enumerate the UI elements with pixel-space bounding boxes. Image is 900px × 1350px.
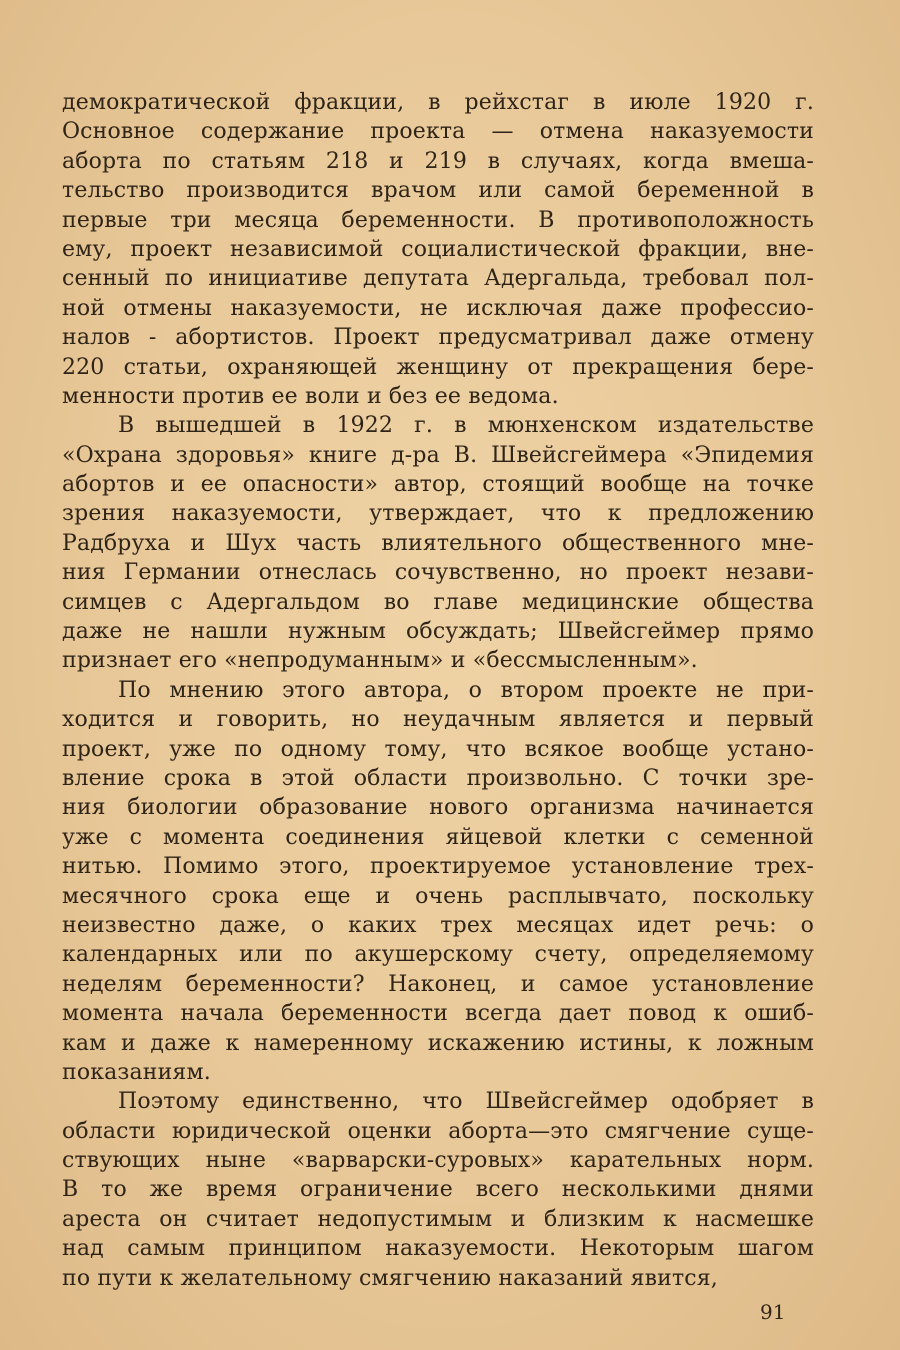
text-line: абортов и ее опасности» автор, стоящий вообще на точке xyxy=(62,472,814,498)
text-line: уже с момента соединения яйцевой клетки с семенной xyxy=(62,824,814,850)
text-line: 220 статьи, охраняющей женщину от прекращения бере- xyxy=(62,354,814,380)
text-line: тельство производится врачом или самой беременной в xyxy=(62,178,814,204)
paragraph xyxy=(62,411,814,676)
text-line: зрения наказуемости, утверждает, что к предложению xyxy=(62,501,814,527)
text-line: над самым принципом наказуемости. Некоторым шагом xyxy=(62,1236,814,1262)
text-line: менности против ее воли и без ее ведома. xyxy=(62,383,559,409)
text-line: Радбруха и Шух часть влиятельного общественного мне- xyxy=(62,530,814,556)
text-line: аборта по статьям 218 и 219 в случаях, когда вмеша- xyxy=(62,148,814,174)
text-line: сенный по инициативе депутата Адергальда, требовал пол- xyxy=(62,266,814,292)
text-line: ареста он считает недопустимым и близким к насмешке xyxy=(62,1206,814,1232)
paragraph xyxy=(62,676,814,1087)
text-line: показаниям. xyxy=(62,1059,211,1085)
text-line: ния Германии отнеслась сочувственно, но проект незави- xyxy=(62,560,814,586)
text-line: неделям беременности? Наконец, и самое установление xyxy=(62,971,814,997)
text-line: момента начала беременности всегда дает повод к ошиб- xyxy=(62,1001,814,1027)
text-line: проект, уже по одному тому, что всякое вообще устано- xyxy=(62,736,814,762)
text-line: календарных или по акушерскому счету, определяемому xyxy=(62,942,814,968)
text-line: неизвестно даже, о каких трех месяцах идет речь: о xyxy=(62,912,814,938)
text-line: кам и даже к намеренному искажению истины, к ложным xyxy=(62,1030,814,1056)
text-line: В то же время ограничение всего несколькими днями xyxy=(62,1177,814,1203)
text-line: демократической фракции, в рейхстаг в июле 1920 г. xyxy=(62,90,814,115)
text-line: первые три месяца беременности. В противоположность xyxy=(62,207,814,233)
page-number: 91 xyxy=(760,1300,786,1324)
text-line: Основное содержание проекта — отмена наказуемости xyxy=(62,119,814,145)
text-line: симцев с Адергальдом во главе медицинские общества xyxy=(62,589,814,615)
book-page-text xyxy=(62,88,814,1293)
text-line: ствующих ныне «варварски-суровых» карательных норм. xyxy=(62,1148,814,1174)
text-line: вление срока в этой области произвольно. С точки зре- xyxy=(62,765,814,791)
text-line: По мнению этого автора, о втором проекте не при- xyxy=(118,677,814,703)
text-line: ему, проект независимой социалистической фракции, вне- xyxy=(62,236,814,262)
text-line: налов - абортистов. Проект предусматривал даже отмену xyxy=(62,325,814,351)
text-line: ния биологии образование нового организма начинается xyxy=(62,795,814,821)
text-line: В вышедшей в 1922 г. в мюнхенском издательстве xyxy=(118,413,814,439)
text-line: области юридической оценки аборта—это смягчение суще- xyxy=(62,1118,814,1144)
paragraph xyxy=(62,1087,814,1293)
text-line: Поэтому единственно, что Швейсгеймер одобряет в xyxy=(118,1089,814,1115)
text-line: ной отмены наказуемости, не исключая даже профессио- xyxy=(62,295,814,321)
text-line: «Охрана здоровья» книге д-ра В. Швейсгеймера «Эпидемия xyxy=(62,442,814,468)
text-line: по пути к желательному смягчению наказаний явится, xyxy=(62,1265,718,1291)
text-line: признает его «непродуманным» и «бессмысленным». xyxy=(62,648,698,674)
text-line: ходится и говорить, но неудачным является и первый xyxy=(62,707,814,733)
text-line: месячного срока еще и очень расплывчато, поскольку xyxy=(62,883,814,909)
text-line: даже не нашли нужным обсуждать; Швейсгеймер прямо xyxy=(62,619,814,645)
paragraph xyxy=(62,88,814,411)
text-line: нитью. Помимо этого, проектируемое установление трех- xyxy=(62,854,814,880)
